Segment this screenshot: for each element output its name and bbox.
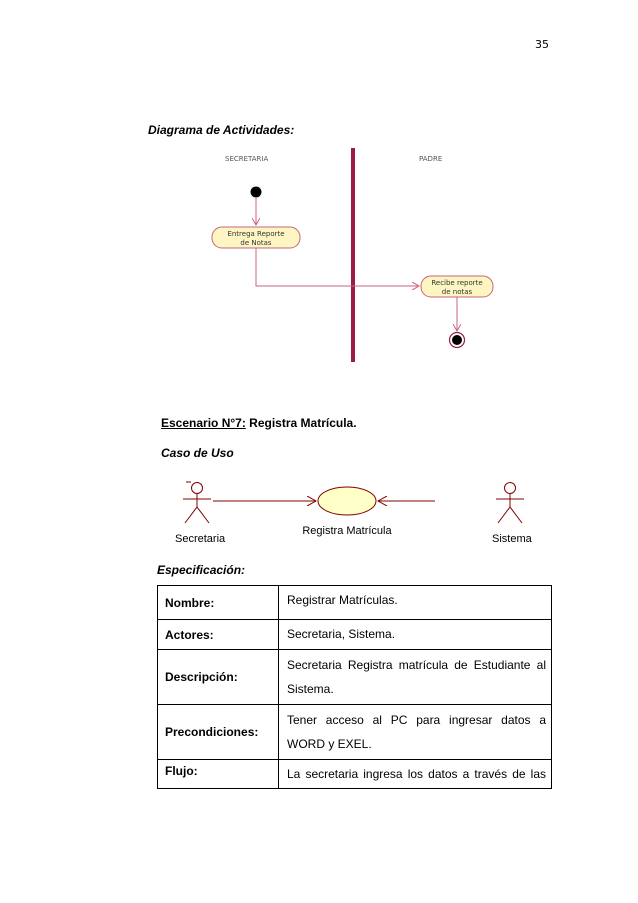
row-value-flujo: La secretaria ingresa los datos a través de las [279,760,552,789]
initial-node [251,187,262,198]
row-label-actores: Actores: [158,620,279,650]
escenario-heading [161,416,357,430]
table-row [158,760,552,789]
table-row [158,705,552,760]
usecase-registra-matricula [318,487,376,515]
activity-recibe-reporte-line2: de notas [441,288,473,296]
swimlane-divider [351,148,355,362]
final-node [452,335,462,345]
usecase-heading: Caso de Uso [161,446,234,460]
row-label-flujo: Flujo: [158,760,279,789]
activity-diagram-heading: Diagrama de Actividades: [148,123,295,137]
row-label-nombre: Nombre: [158,586,279,620]
activity-entrega-reporte-line1: Entrega Reporte [227,230,285,238]
page-number: 35 [535,38,549,51]
flow-arrow-transfer [256,248,419,286]
activity-entrega-reporte-line2: de Notas [240,239,272,247]
activity-recibe-reporte-line1: Recibe reporte [431,279,483,287]
escenario-title: Registra Matrícula. [245,416,357,430]
actor-sistema-figure [496,483,524,524]
row-label-descripcion: Descripción: [158,650,279,705]
swimlane-left-label: SECRETARIA [225,155,269,163]
row-value-nombre: Registrar Matrículas. [279,586,552,620]
specification-table [157,585,552,789]
row-value-precondiciones: Tener acceso al PC para ingresar datos a WORD y EXEL. [279,705,552,760]
usecase-diagram [165,472,545,552]
table-row [158,586,552,620]
usecase-registra-matricula-label: Registra Matrícula [302,525,392,537]
swimlane-right-label: PADRE [419,155,443,163]
table-row [158,620,552,650]
activity-diagram [195,140,525,370]
actor-secretaria-label: Secretaria [175,533,226,545]
row-value-actores: Secretaria, Sistema. [279,620,552,650]
actor-sistema-label: Sistema [492,533,532,545]
escenario-label: Escenario N°7: [161,416,246,430]
specification-heading: Especificación: [157,563,246,577]
actor-secretaria-figure [183,482,211,523]
table-row [158,650,552,705]
row-value-descripcion: Secretaria Registra matrícula de Estudiante al Sistema. [279,650,552,705]
row-label-precondiciones: Precondiciones: [158,705,279,760]
